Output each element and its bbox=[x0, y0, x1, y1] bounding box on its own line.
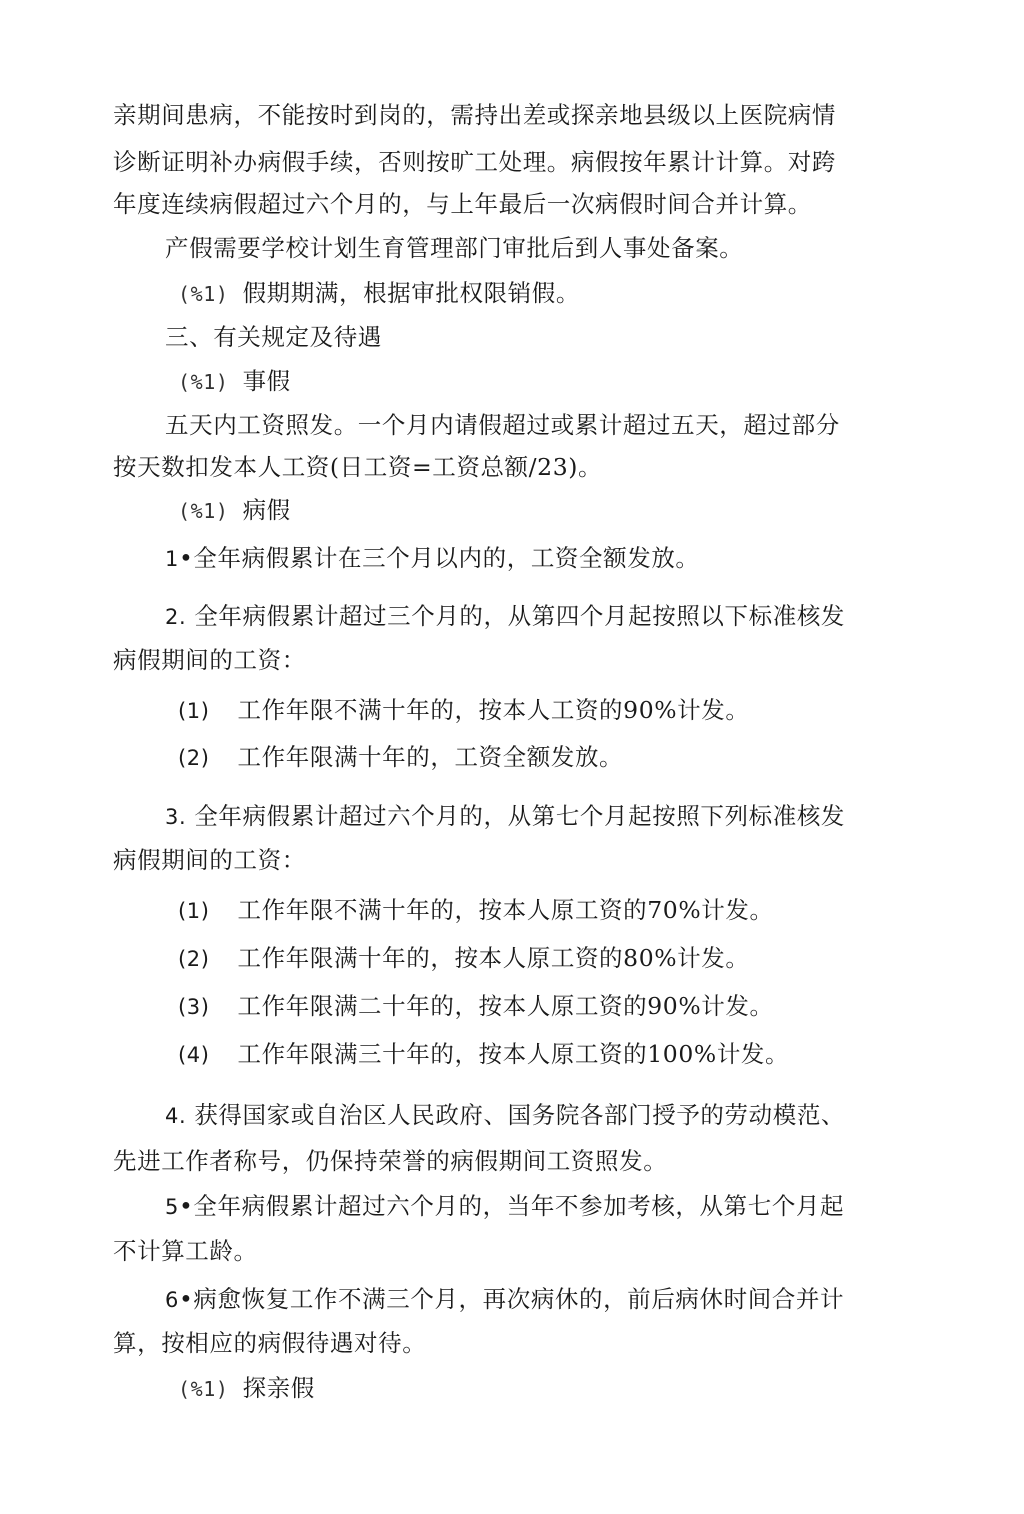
line-text: 工作年限满二十年的，按本人原工资的90%计发。 bbox=[237, 992, 774, 1020]
sick-leave-rule-3-line-1 bbox=[165, 801, 845, 832]
rule-2-sub-2 bbox=[178, 742, 623, 773]
line-text: 全年病假累计超过六个月的，从第七个月起按照下列标准核发 bbox=[194, 802, 846, 830]
item-number: (4) bbox=[178, 1043, 210, 1067]
text-line-1 bbox=[113, 100, 836, 130]
maternity-leave-paragraph bbox=[165, 233, 743, 263]
line-text: 全年病假累计超过三个月的，从第四个月起按照以下标准核发 bbox=[194, 602, 846, 630]
text-line-3 bbox=[113, 189, 812, 219]
sick-leave-rule-6-line-2 bbox=[113, 1328, 426, 1358]
item-number: 6 bbox=[165, 1288, 179, 1312]
line-text: 获得国家或自治区人民政府、国务院各部门授予的劳动模范、 bbox=[194, 1101, 846, 1129]
sick-leave-rule-1 bbox=[165, 543, 700, 574]
item-number: 4. bbox=[165, 1104, 187, 1128]
line-text: 三、有关规定及待遇 bbox=[165, 323, 382, 351]
line-text: •病愈恢复工作不满三个月，再次病休的，前后病休时间合并计 bbox=[178, 1285, 845, 1313]
rule-2-sub-1 bbox=[178, 695, 749, 726]
line-text: 假期期满，根据审批权限销假。 bbox=[242, 279, 580, 307]
line-text: 工作年限不满十年的，按本人工资的90%计发。 bbox=[237, 696, 750, 724]
rule-3-sub-4 bbox=[178, 1039, 789, 1070]
line-text: 事假 bbox=[242, 367, 291, 395]
sick-leave-heading bbox=[178, 495, 291, 526]
leave-end-item bbox=[178, 278, 580, 309]
text-line-2 bbox=[113, 147, 836, 177]
item-marker: (%1) bbox=[178, 1377, 229, 1401]
sick-leave-rule-3-line-2 bbox=[113, 845, 306, 875]
sick-leave-rule-2-line-1 bbox=[165, 601, 845, 632]
line-text: •全年病假累计超过六个月的，当年不参加考核，从第七个月起 bbox=[178, 1192, 845, 1220]
sick-leave-rule-4-line-2 bbox=[113, 1146, 667, 1176]
line-text: 先进工作者称号，仍保持荣誉的病假期间工资照发。 bbox=[113, 1147, 668, 1175]
line-text: 病假 bbox=[242, 496, 291, 524]
line-text: 年度连续病假超过六个月的，与上年最后一次病假时间合并计算。 bbox=[113, 190, 812, 218]
line-text: 探亲假 bbox=[242, 1374, 315, 1402]
line-text: 工作年限满十年的，工资全额发放。 bbox=[237, 743, 624, 771]
line-text: 病假期间的工资： bbox=[113, 646, 306, 674]
item-number: 1 bbox=[165, 547, 179, 571]
rule-3-sub-1 bbox=[178, 895, 774, 926]
home-leave-heading bbox=[178, 1373, 315, 1404]
item-marker: (%1) bbox=[178, 282, 229, 306]
item-number: (2) bbox=[178, 947, 210, 971]
item-number: (3) bbox=[178, 995, 210, 1019]
item-marker: (%1) bbox=[178, 370, 229, 394]
line-text: 工作年限满十年的，按本人原工资的80%计发。 bbox=[237, 944, 750, 972]
sick-leave-rule-5-line-2 bbox=[113, 1236, 258, 1266]
item-number: (2) bbox=[178, 746, 210, 770]
line-text: 按天数扣发本人工资(日工资=工资总额/23)。 bbox=[113, 453, 603, 481]
item-number: 3. bbox=[165, 805, 187, 829]
item-number: 2. bbox=[165, 605, 187, 629]
rule-3-sub-3 bbox=[178, 991, 774, 1022]
personal-leave-heading bbox=[178, 366, 291, 397]
line-text: 不计算工龄。 bbox=[113, 1237, 258, 1265]
line-text: 五天内工资照发。一个月内请假超过或累计超过五天，超过部分 bbox=[165, 411, 840, 439]
sick-leave-rule-4-line-1 bbox=[165, 1100, 845, 1131]
line-text: 诊断证明补办病假手续，否则按旷工处理。病假按年累计计算。对跨 bbox=[113, 148, 836, 176]
line-text: 算，按相应的病假待遇对待。 bbox=[113, 1329, 427, 1357]
sick-leave-rule-6-line-1 bbox=[165, 1284, 844, 1315]
sick-leave-rule-5-line-1 bbox=[165, 1191, 844, 1222]
line-text: 产假需要学校计划生育管理部门审批后到人事处备案。 bbox=[165, 234, 744, 262]
line-text: 亲期间患病，不能按时到岗的，需持出差或探亲地县级以上医院病情 bbox=[113, 101, 836, 129]
item-number: 5 bbox=[165, 1195, 179, 1219]
personal-leave-line-2 bbox=[113, 452, 602, 482]
line-text: 病假期间的工资： bbox=[113, 846, 306, 874]
line-text: •全年病假累计在三个月以内的，工资全额发放。 bbox=[178, 544, 700, 572]
line-text: 工作年限满三十年的，按本人原工资的100%计发。 bbox=[237, 1040, 790, 1068]
item-number: (1) bbox=[178, 699, 210, 723]
rule-3-sub-2 bbox=[178, 943, 749, 974]
section-heading-regulations bbox=[165, 322, 382, 352]
line-text: 工作年限不满十年的，按本人原工资的70%计发。 bbox=[237, 896, 774, 924]
item-marker: (%1) bbox=[178, 499, 229, 523]
personal-leave-line-1 bbox=[165, 410, 840, 440]
sick-leave-rule-2-line-2 bbox=[113, 645, 306, 675]
item-number: (1) bbox=[178, 899, 210, 923]
